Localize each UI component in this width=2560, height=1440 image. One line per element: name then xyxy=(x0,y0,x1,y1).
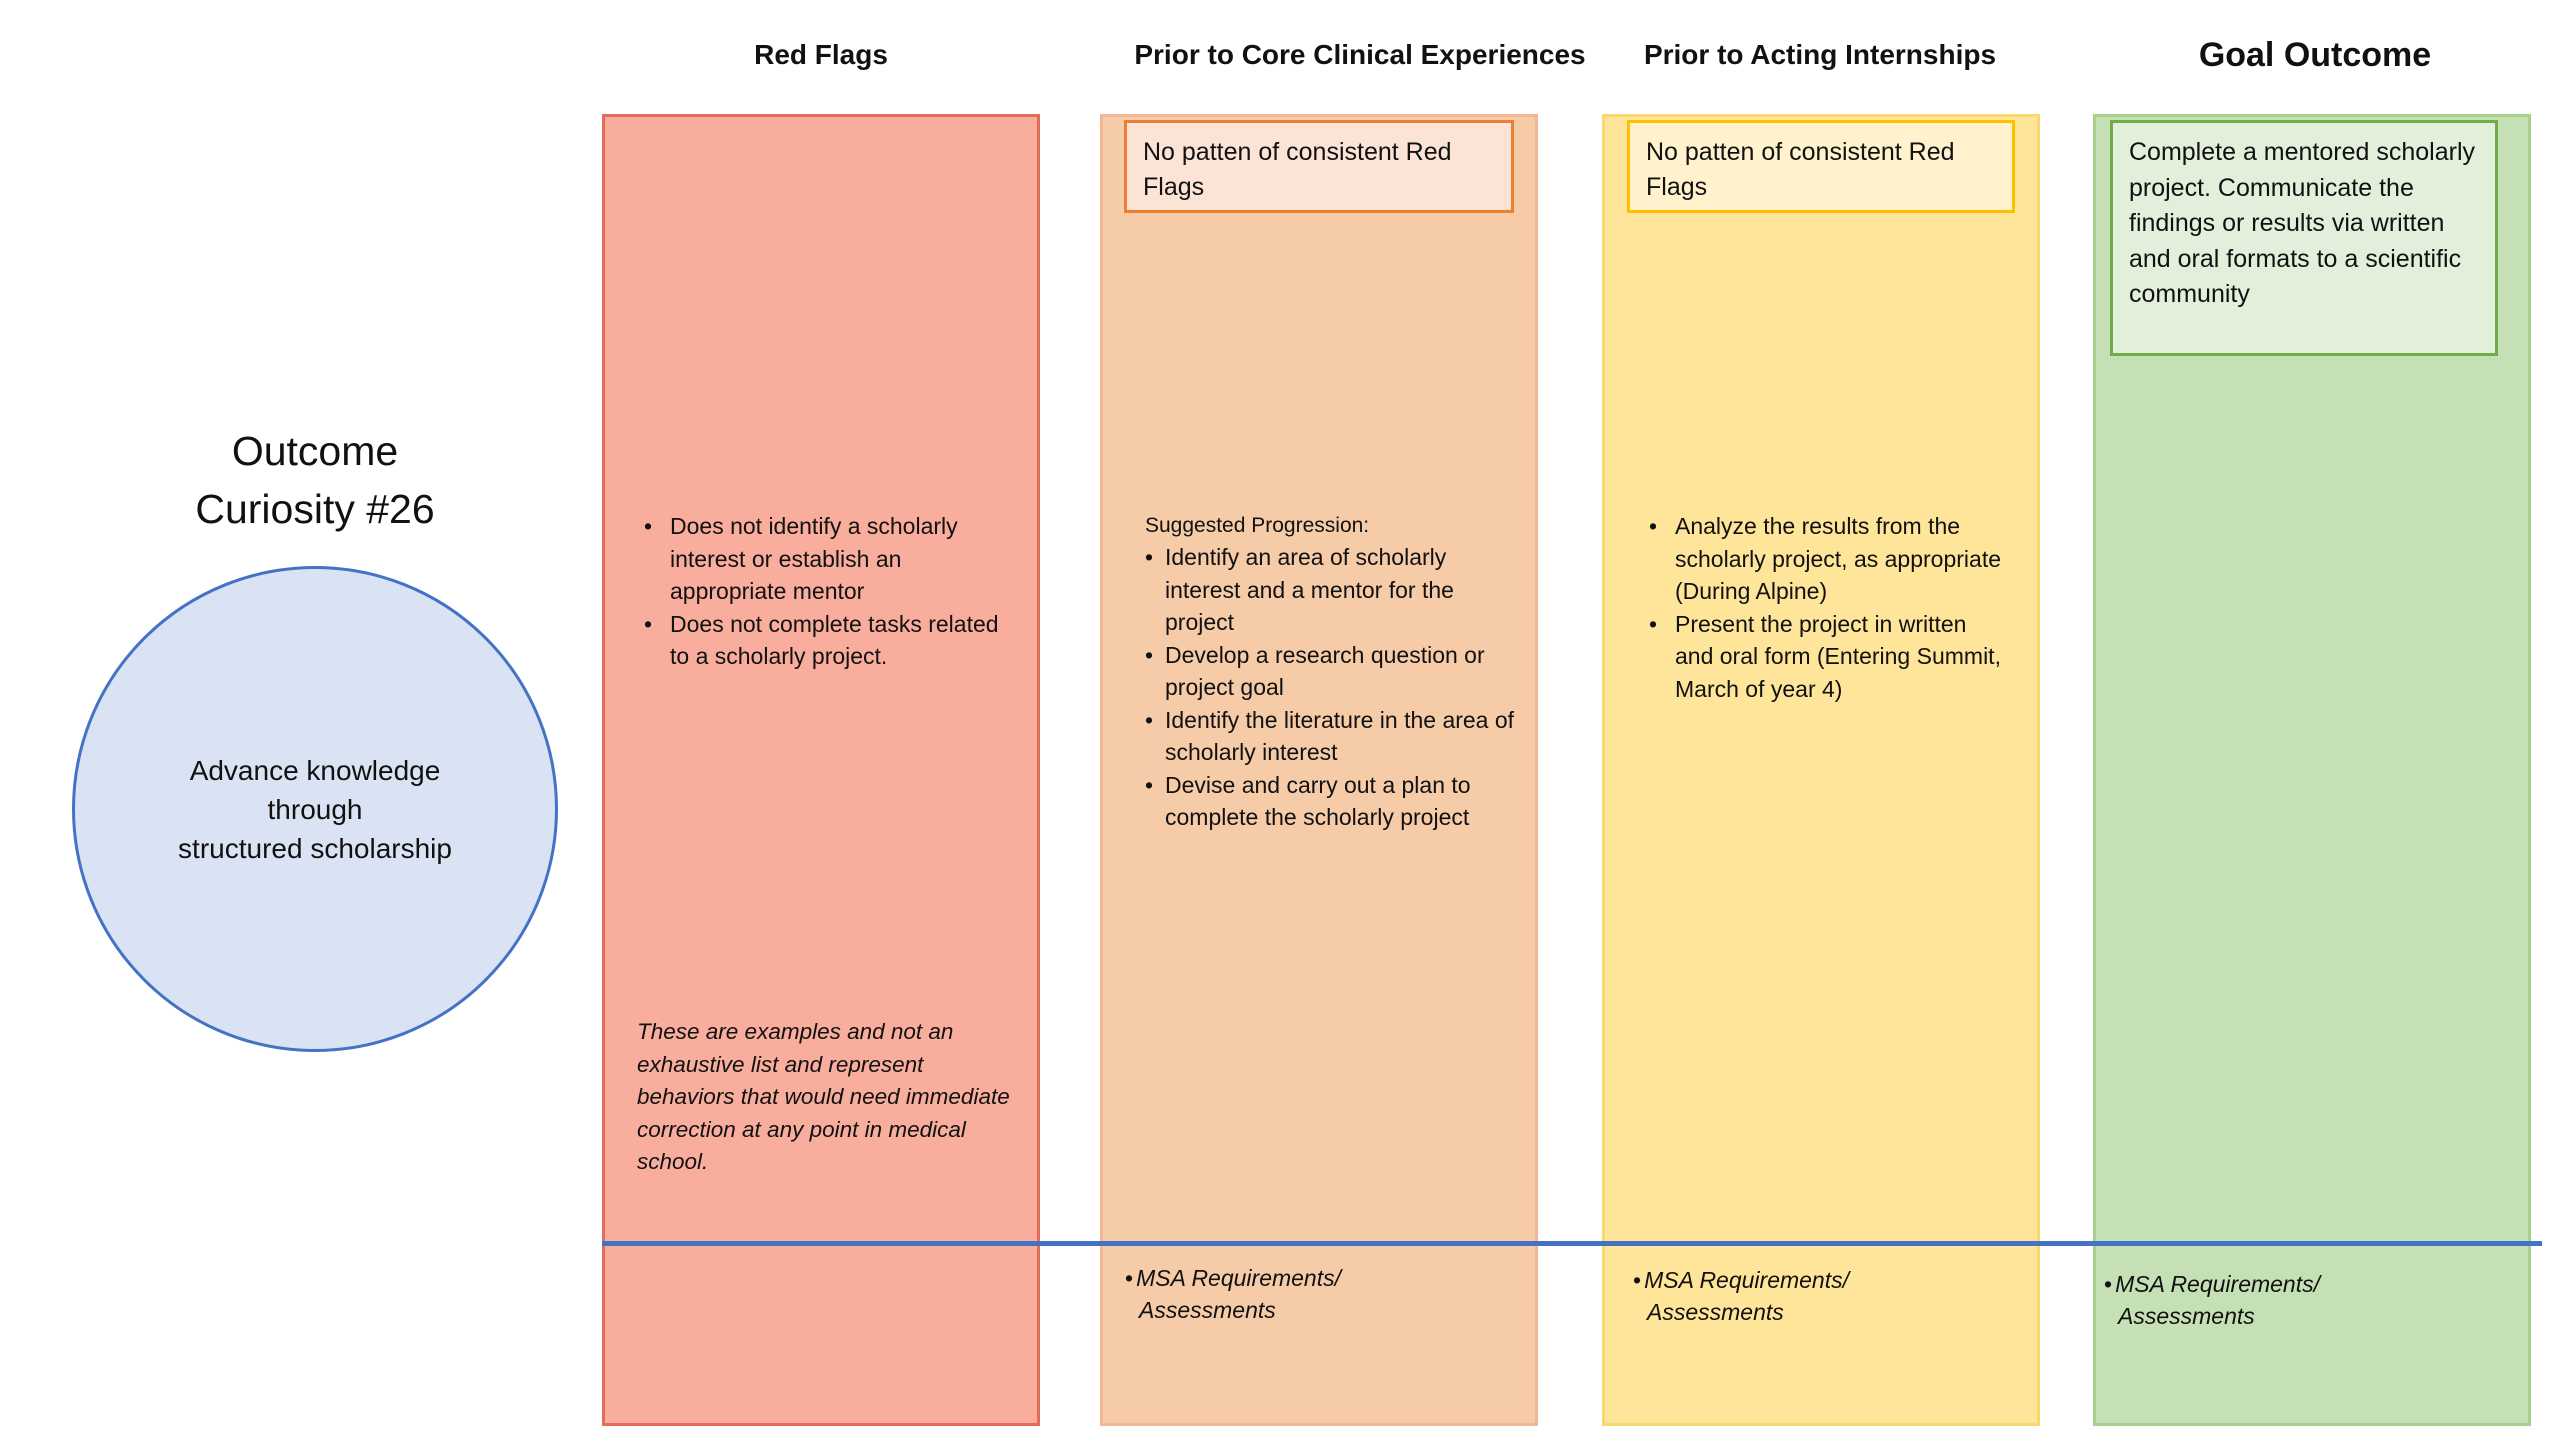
core-progression-list xyxy=(1145,541,1515,834)
column-red-flags xyxy=(602,114,1040,1426)
list-item: • Devise and carry out a plan to complete the scholarly project xyxy=(1145,769,1515,834)
header-red-flags: Red Flags xyxy=(754,39,888,70)
core-red-flags-box: No patten of consistent Red Flags xyxy=(1124,120,1514,213)
list-item: • Identify the literature in the area of scholarly interest xyxy=(1145,704,1515,769)
msa-line1: MSA Requirements/ xyxy=(2115,1271,2321,1297)
acting-red-flags-box: No patten of consistent Red Flags xyxy=(1627,120,2015,213)
outcome-title-line2: Curiosity #26 xyxy=(195,486,435,532)
list-item: • Does not complete tasks related to a scholarly project. xyxy=(640,608,1010,673)
list-item: • Identify an area of scholarly interest and a mentor for the project xyxy=(1145,541,1515,639)
core-progression-label: Suggested Progression: xyxy=(1145,514,1370,537)
acting-msa-requirements xyxy=(1633,1264,1849,1328)
outcome-circle xyxy=(72,566,558,1052)
list-item: • Present the project in written and oral form (Entering Summit, March of year 4) xyxy=(1645,608,2005,706)
red-flags-note: These are examples and not an exhaustive list and represent behaviors that would need immediate correction at any point in medical school. xyxy=(637,1019,1010,1174)
core-msa-requirements xyxy=(1125,1262,1341,1326)
red-flags-list xyxy=(640,510,1010,673)
msa-line1: MSA Requirements/ xyxy=(1644,1267,1850,1293)
bullet-dot: • xyxy=(1125,1265,1134,1291)
outcome-title xyxy=(110,422,520,538)
goal-outcome-box: Complete a mentored scholarly project. Communicate the findings or results via written and oral formats to a scientific community xyxy=(2110,120,2498,356)
acting-list xyxy=(1645,510,2005,705)
msa-line2: Assessments xyxy=(2118,1303,2255,1329)
list-item: • Analyze the results from the scholarly project, as appropriate (During Alpine) xyxy=(1645,510,2005,608)
msa-line2: Assessments xyxy=(1647,1299,1784,1325)
outcome-title-line1: Outcome xyxy=(231,428,399,474)
header-prior-to-core: Prior to Core Clinical Experiences xyxy=(1134,39,1586,70)
msa-line2: Assessments xyxy=(1139,1297,1276,1323)
list-item: • Develop a research question or project goal xyxy=(1145,639,1515,704)
header-goal-outcome: Goal Outcome xyxy=(2198,36,2432,74)
divider-line xyxy=(602,1241,2542,1246)
column-prior-to-acting xyxy=(1602,114,2040,1426)
bullet-dot: • xyxy=(2104,1271,2113,1297)
bullet-dot: • xyxy=(1633,1267,1642,1293)
outcome-circle-text: Advance knowledge through structured scholarship xyxy=(178,754,452,864)
goal-msa-requirements xyxy=(2104,1268,2320,1332)
msa-line1: MSA Requirements/ xyxy=(1136,1265,1342,1291)
header-prior-to-acting: Prior to Acting Internships xyxy=(1643,39,1997,70)
list-item: • Does not identify a scholarly interest or establish an appropriate mentor xyxy=(640,510,1010,608)
